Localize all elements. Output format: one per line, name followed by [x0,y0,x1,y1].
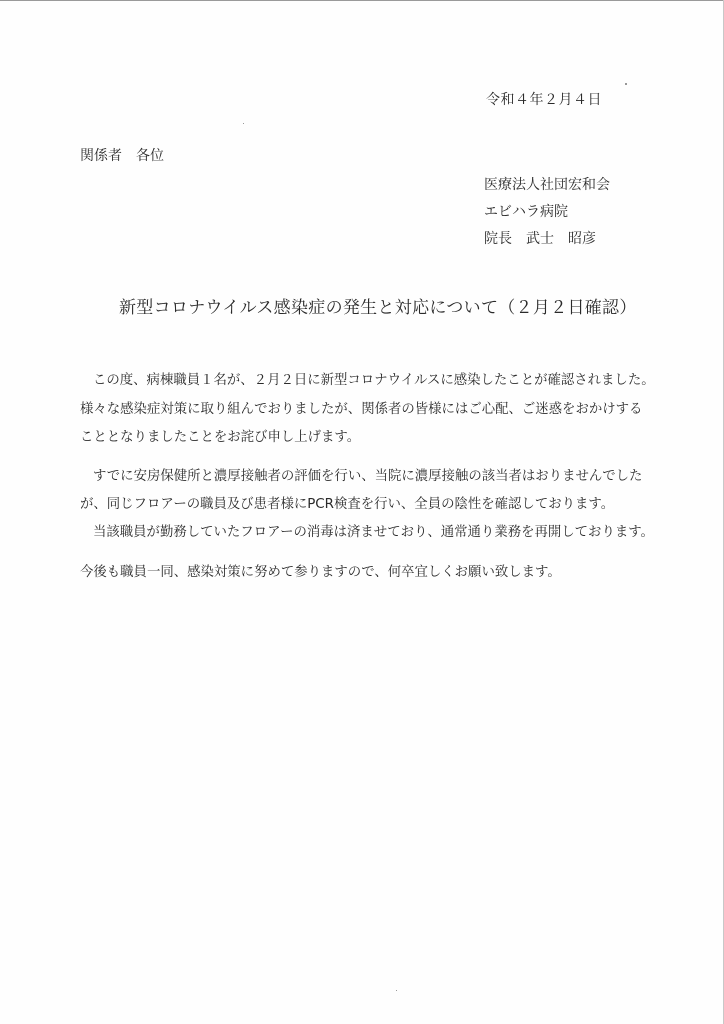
sender-hospital: エビハラ病院 [484,204,568,220]
scan-speck [243,123,244,124]
sender-block [484,172,610,253]
sender-organization: 医療法人社団宏和会 [484,177,610,193]
body-line-2: 様々な感染症対策に取り組んでおりましたが、関係者の皆様にはご心配、ご迷惑をおかけする [80,402,643,417]
body-line-3: こととなりましたことをお詫び申し上げます。 [80,430,361,445]
scan-speck [396,990,397,991]
document-date: 令和４年２月４日 [486,92,602,108]
scan-edge-top [0,0,724,1]
body-line-5: が、同じフロアーの職員及び患者様にPCR検査を行い、全員の陰性を確認しております。 [80,497,615,512]
body-line-4: すでに安房保健所と濃厚接触者の評価を行い、当院に濃厚接触の該当者はおりませんでした [93,469,643,484]
body-line-7: 今後も職員一同、感染対策に努めて参りますので、何卒宜しくお願い致します。 [80,565,561,580]
scan-speck [625,83,627,85]
sender-director: 院長 武士 昭彦 [484,231,596,247]
document-title: 新型コロナウイルス感染症の発生と対応について（２月２日確認） [119,298,637,318]
addressee: 関係者 各位 [80,148,164,164]
body-line-6: 当該職員が勤務していたフロアーの消毒は済ませており、通常通り業務を再開しております。 [93,525,654,540]
body-line-1: この度、病棟職員１名が、２月２日に新型コロナウイルスに感染したことが確認されました。 [93,373,655,388]
